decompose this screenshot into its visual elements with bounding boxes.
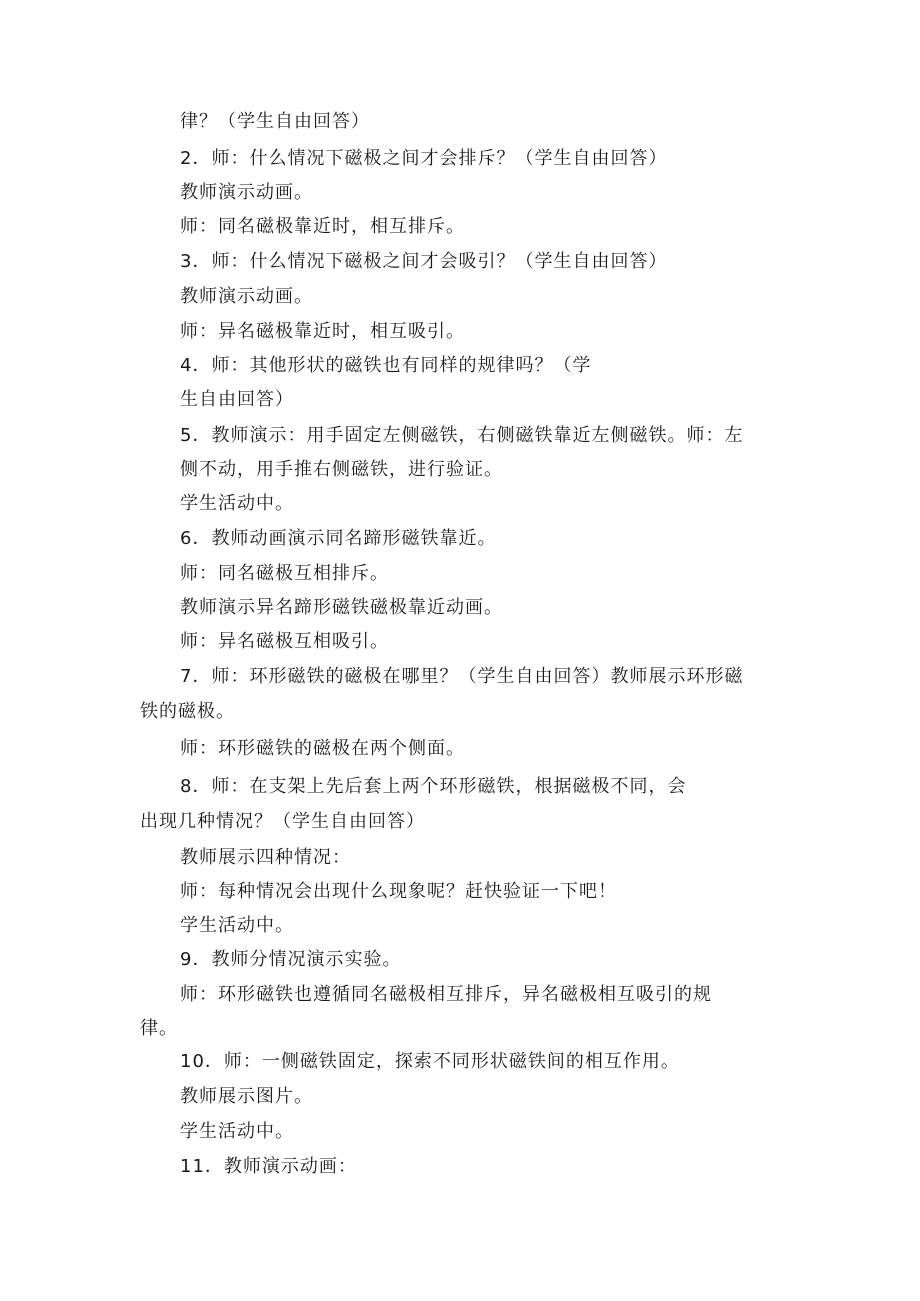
text-line: 师：环形磁铁也遵循同名磁极相互排斥，异名磁极相互吸引的规 (180, 984, 712, 1005)
text-line: 师：每种情况会出现什么现象呢？赶快验证一下吧！ (180, 881, 617, 902)
text-line: 9．教师分情况演示实验。 (180, 949, 402, 970)
text-line: 师：异名磁极靠近时，相互吸引。 (180, 321, 465, 342)
text-line: 律。 (140, 1018, 178, 1039)
text-line: 生自由回答） (180, 389, 294, 410)
text-line: 学生活动中。 (180, 915, 294, 936)
text-line: 7．师：环形磁铁的磁极在哪里？（学生自由回答）教师展示环形磁 (180, 666, 744, 687)
text-line: 教师展示四种情况： (180, 847, 351, 868)
text-line: 教师演示异名蹄形磁铁磁极靠近动画。 (180, 597, 503, 618)
text-line: 教师演示动画。 (180, 286, 313, 307)
text-line: 侧不动，用手推右侧磁铁，进行验证。 (180, 459, 503, 480)
text-line: 6．教师动画演示同名蹄形磁铁靠近。 (180, 528, 497, 549)
text-line: 律？（学生自由回答） (180, 111, 370, 132)
text-line: 师：环形磁铁的磁极在两个侧面。 (180, 738, 465, 759)
text-line: 教师演示动画。 (180, 182, 313, 203)
text-line: 4．师：其他形状的磁铁也有同样的规律吗？（学 (180, 355, 592, 376)
text-line: 教师展示图片。 (180, 1086, 313, 1107)
text-line: 10．师：一侧磁铁固定，探索不同形状磁铁间的相互作用。 (180, 1051, 680, 1072)
text-line: 学生活动中。 (180, 1121, 294, 1142)
text-line: 师：同名磁极靠近时，相互排斥。 (180, 216, 465, 237)
text-line: 11．教师演示动画： (180, 1156, 357, 1177)
text-line: 学生活动中。 (180, 493, 294, 514)
text-line: 5．教师演示：用手固定左侧磁铁，右侧磁铁靠近左侧磁铁。师：左 (180, 425, 744, 446)
text-line: 8．师：在支架上先后套上两个环形磁铁，根据磁极不同，会 (180, 776, 687, 797)
text-line: 师：同名磁极互相排斥。 (180, 563, 389, 584)
text-line: 铁的磁极。 (140, 701, 235, 722)
text-line: 2．师：什么情况下磁极之间才会排斥？（学生自由回答） (180, 148, 668, 169)
text-line: 出现几种情况？（学生自由回答） (140, 811, 425, 832)
text-line: 师：异名磁极互相吸引。 (180, 631, 389, 652)
text-line: 3．师：什么情况下磁极之间才会吸引？（学生自由回答） (180, 251, 668, 272)
